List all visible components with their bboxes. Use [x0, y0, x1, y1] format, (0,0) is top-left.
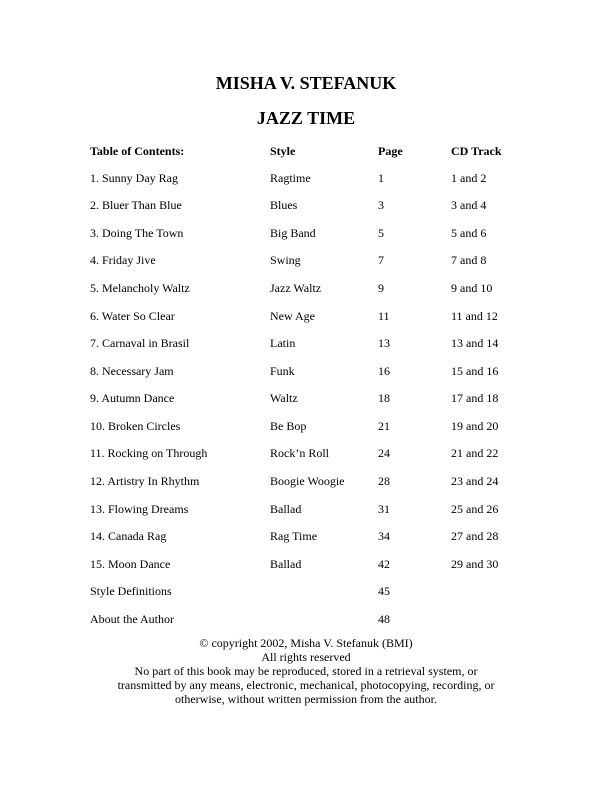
- entry-title: 6. Water So Clear: [90, 309, 175, 323]
- toc-row: [0, 556, 612, 572]
- entry-cd-track: 1 and 2: [451, 171, 487, 185]
- entry-title: 15. Moon Dance: [90, 557, 171, 571]
- column-header-title: Table of Contents:: [90, 144, 185, 158]
- rights-line: All rights reserved: [261, 650, 351, 664]
- author-name: MISHA V. STEFANUK: [215, 73, 397, 93]
- entry-cd-track: 29 and 30: [451, 557, 499, 571]
- toc-row: [0, 418, 612, 434]
- entry-cd-track: 5 and 6: [451, 226, 487, 240]
- entry-page: 3: [378, 198, 384, 212]
- column-header-cd-track: CD Track: [451, 144, 502, 158]
- entry-page: 1: [378, 171, 384, 185]
- entry-page: 18: [378, 391, 390, 405]
- entry-page: 7: [378, 253, 384, 267]
- toc-row: [0, 611, 612, 627]
- entry-style: Ragtime: [270, 171, 311, 185]
- toc-row: [0, 501, 612, 517]
- toc-row: [0, 170, 612, 186]
- toc-row: [0, 445, 612, 461]
- entry-style: Rock’n Roll: [270, 446, 329, 460]
- entry-cd-track: 13 and 14: [451, 336, 499, 350]
- entry-style: Big Band: [270, 226, 316, 240]
- entry-title: 8. Necessary Jam: [90, 364, 174, 378]
- entry-title: 1. Sunny Day Rag: [90, 171, 178, 185]
- toc-row: [0, 308, 612, 324]
- toc-row: [0, 390, 612, 406]
- toc-row: [0, 252, 612, 268]
- copyright-line: © copyright 2002, Misha V. Stefanuk (BMI): [199, 636, 413, 650]
- entry-page: 45: [378, 584, 390, 598]
- entry-title: 5. Melancholy Waltz: [90, 281, 190, 295]
- entry-page: 31: [378, 502, 390, 516]
- entry-page: 42: [378, 557, 390, 571]
- book-title: JAZZ TIME: [256, 108, 356, 128]
- toc-row: [0, 197, 612, 213]
- entry-style: Funk: [270, 364, 295, 378]
- entry-title: Style Definitions: [90, 584, 172, 598]
- notice-line: transmitted by any means, electronic, mechanical, photocopying, recording, or: [117, 678, 495, 692]
- entry-style: Jazz Waltz: [270, 281, 322, 295]
- entry-style: Be Bop: [270, 419, 307, 433]
- entry-title: 4. Friday Jive: [90, 253, 156, 267]
- entry-cd-track: 7 and 8: [451, 253, 487, 267]
- entry-cd-track: 17 and 18: [451, 391, 499, 405]
- entry-style: New Age: [270, 309, 315, 323]
- copyright-notice: [0, 636, 612, 706]
- entry-title: 3. Doing The Town: [90, 226, 184, 240]
- entry-style: Boogie Woogie: [270, 474, 345, 488]
- entry-cd-track: 9 and 10: [451, 281, 493, 295]
- entry-title: 2. Bluer Than Blue: [90, 198, 182, 212]
- notice-line: otherwise, without written permission from the author.: [175, 692, 437, 706]
- entry-cd-track: 11 and 12: [451, 309, 498, 323]
- toc-row: [0, 583, 612, 599]
- toc-row: [0, 335, 612, 351]
- entry-title: 12. Artistry In Rhythm: [90, 474, 200, 488]
- column-header-page: Page: [378, 144, 403, 158]
- notice-line: No part of this book may be reproduced, stored in a retrieval system, or: [134, 664, 478, 678]
- toc-row: [0, 528, 612, 544]
- entry-title: About the Author: [90, 612, 174, 626]
- entry-title: 9. Autumn Dance: [90, 391, 175, 405]
- entry-cd-track: 15 and 16: [451, 364, 499, 378]
- entry-style: Rag Time: [270, 529, 318, 543]
- entry-cd-track: 25 and 26: [451, 502, 499, 516]
- entry-title: 7. Carnaval in Brasil: [90, 336, 190, 350]
- column-header-style: Style: [270, 144, 296, 158]
- entry-page: 9: [378, 281, 384, 295]
- entry-page: 21: [378, 419, 390, 433]
- entry-style: Latin: [270, 336, 296, 350]
- entry-style: Ballad: [270, 557, 302, 571]
- entry-page: 5: [378, 226, 384, 240]
- entry-cd-track: 3 and 4: [451, 198, 487, 212]
- toc-row: [0, 473, 612, 489]
- entry-style: Ballad: [270, 502, 302, 516]
- entry-cd-track: 27 and 28: [451, 529, 499, 543]
- entry-style: Blues: [270, 198, 298, 212]
- entry-cd-track: 23 and 24: [451, 474, 499, 488]
- toc-row: [0, 363, 612, 379]
- entry-style: Waltz: [270, 391, 298, 405]
- toc-header-row: [0, 143, 612, 159]
- entry-page: 16: [378, 364, 390, 378]
- entry-title: 10. Broken Circles: [90, 419, 181, 433]
- entry-page: 34: [378, 529, 390, 543]
- entry-title: 13. Flowing Dreams: [90, 502, 189, 516]
- entry-page: 48: [378, 612, 390, 626]
- toc-row: [0, 280, 612, 296]
- entry-page: 11: [378, 309, 390, 323]
- entry-page: 13: [378, 336, 390, 350]
- entry-style: Swing: [270, 253, 301, 267]
- entry-cd-track: 19 and 20: [451, 419, 499, 433]
- entry-cd-track: 21 and 22: [451, 446, 499, 460]
- entry-page: 24: [378, 446, 390, 460]
- toc-row: [0, 225, 612, 241]
- entry-title: 11. Rocking on Through: [90, 446, 208, 460]
- entry-title: 14. Canada Rag: [90, 529, 167, 543]
- entry-page: 28: [378, 474, 390, 488]
